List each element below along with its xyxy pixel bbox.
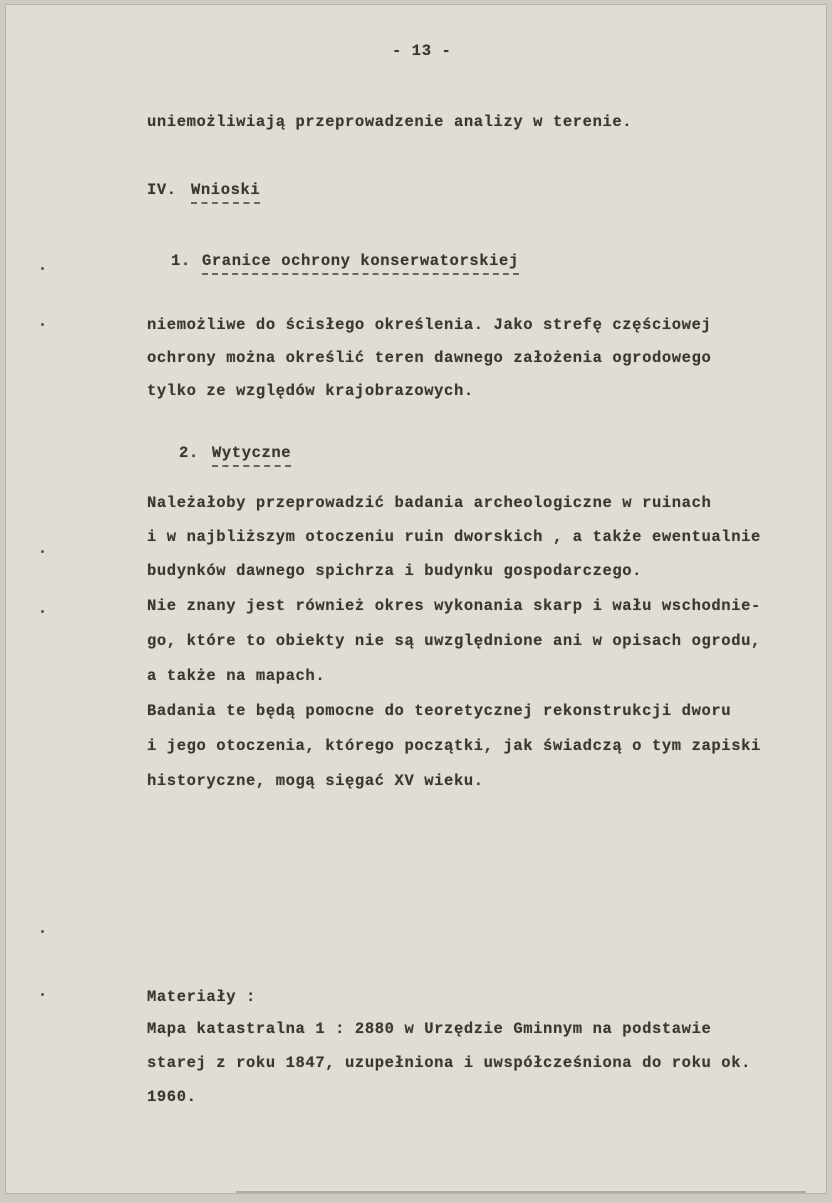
paragraph-line: go, które to obiekty nie są uwzględnione ani w opisach ogrodu,: [147, 632, 761, 650]
page-number: - 13 -: [392, 42, 452, 60]
paragraph-line: niemożliwe do ścisłego określenia. Jako strefę częściowej: [147, 316, 712, 334]
section-number: IV.: [147, 181, 177, 199]
binder-hole-mark: [41, 323, 44, 326]
paragraph-line: budynków dawnego spichrza i budynku gospodarczego.: [147, 562, 643, 580]
binder-hole-mark: [41, 610, 44, 613]
bottom-edge-rule: [236, 1191, 806, 1193]
binder-hole-mark: [41, 930, 44, 933]
subsection-1-title: Granice ochrony konserwatorskiej: [202, 251, 519, 275]
materials-line: starej z roku 1847, uzupełniona i uwspółcześniona do roku ok.: [147, 1054, 751, 1072]
binder-hole-mark: [41, 993, 44, 996]
binder-hole-mark: [41, 550, 44, 553]
paragraph-line: historyczne, mogą sięgać XV wieku.: [147, 772, 484, 790]
materials-label: Materiały :: [147, 988, 256, 1006]
document-page: [5, 4, 827, 1194]
paragraph-line: Badania te będą pomocne do teoretycznej rekonstrukcji dworu: [147, 702, 732, 720]
subsection-2-number: 2.: [179, 444, 199, 462]
binder-hole-mark: [41, 267, 44, 270]
paragraph-line: a także na mapach.: [147, 667, 326, 685]
subsection-1-number: 1.: [171, 252, 191, 270]
paragraph-line: Należałoby przeprowadzić badania archeologiczne w ruinach: [147, 494, 712, 512]
materials-line: Mapa katastralna 1 : 2880 w Urzędzie Gminnym na podstawie: [147, 1020, 712, 1038]
paragraph-line: i jego otoczenia, którego początki, jak świadczą o tym zapiski: [147, 737, 761, 755]
paragraph-line: i w najbliższym otoczeniu ruin dworskich , a także ewentualnie: [147, 528, 761, 546]
intro-line: uniemożliwiają przeprowadzenie analizy w terenie.: [147, 113, 633, 131]
paragraph-line: ochrony można określić teren dawnego założenia ogrodowego: [147, 349, 712, 367]
paragraph-line: Nie znany jest również okres wykonania skarp i wału wschodnie-: [147, 597, 761, 615]
section-title: Wnioski: [191, 180, 260, 204]
paragraph-line: tylko ze względów krajobrazowych.: [147, 382, 474, 400]
materials-line: 1960.: [147, 1088, 197, 1106]
subsection-2-title: Wytyczne: [212, 443, 291, 467]
